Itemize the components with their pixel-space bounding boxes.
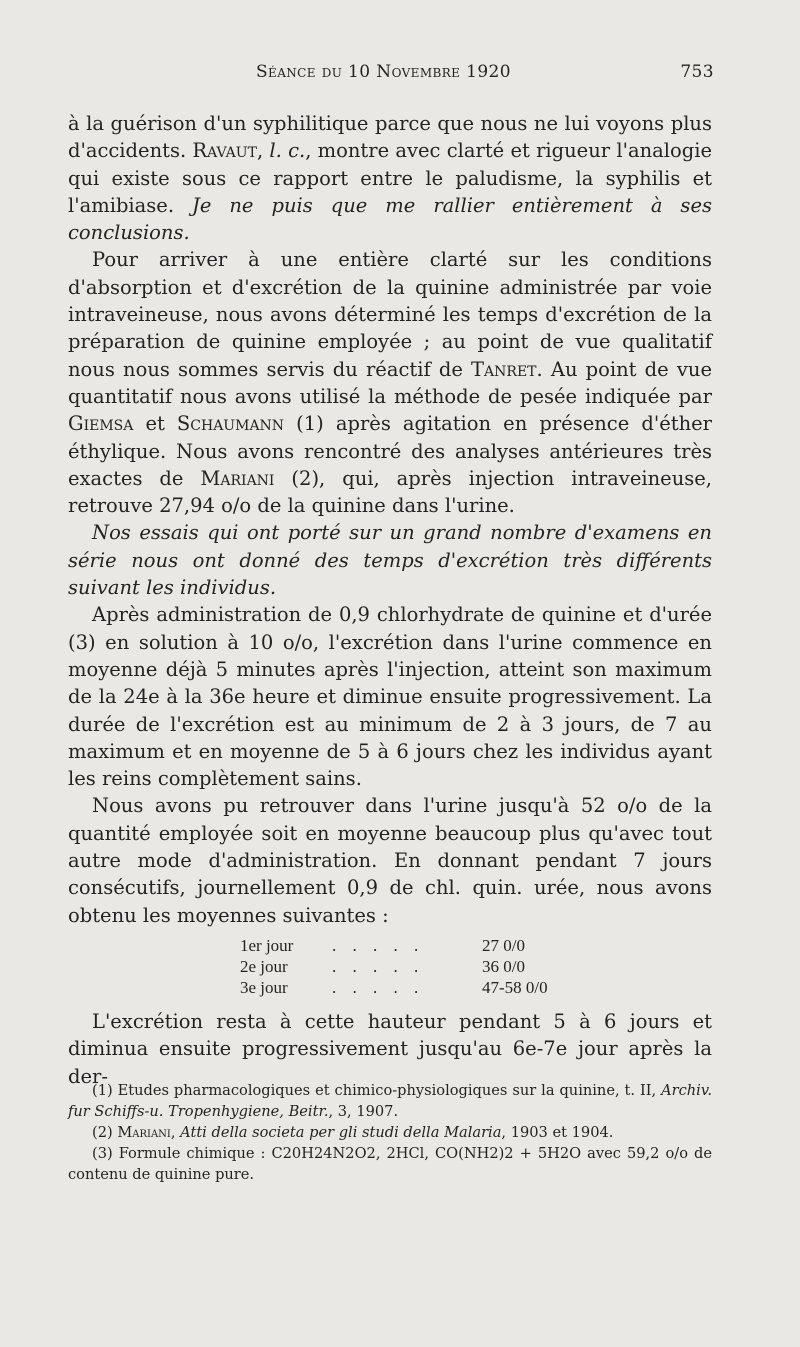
text-run: , 3, 1907.: [328, 1103, 399, 1120]
footnote: [68, 1122, 712, 1143]
text-run: (2): [92, 1124, 118, 1141]
table-row: [240, 956, 570, 977]
text-run: Nous avons pu retrouver dans l'urine jusqu'à 52 o/o de la quantité employée soit en moyenne beaucoup plus qu'avec tout autre mode d'administration. En donnant pendant 7 jours consécutifs, journellement 0,9 de chl. quin. urée, nous avons obtenu les moyennes suivantes :: [68, 794, 712, 927]
text-run: , 1903 et 1904.: [501, 1124, 614, 1141]
paragraph: [68, 601, 712, 792]
text-run: . Au point de vue quantitatif nous avons utilisé la méthode de pesée indiquée par: [68, 357, 712, 408]
table-leader: . . . . .: [332, 956, 425, 976]
author-name: Giemsa: [68, 412, 134, 436]
text-run: ,: [256, 139, 270, 163]
table-row: [240, 935, 570, 956]
author-name: Mariani: [200, 466, 275, 490]
table-leader: . . . . .: [332, 977, 425, 997]
text-run: Après administration de 0,9 chlorhydrate de quinine et d'urée (3) en solution à 10 o/o, l'excrétion dans l'urine commence en moyenne déjà 5 minutes après l'injection, atteint son maximum de la 24e à la 36e heure et diminue ensuite progressivement. La durée de l'excrétion est au minimum de 2 à 3 jours, de 7 au maximum et en moyenne de 5 à 6 jours chez les individus ayant les reins complètement sains.: [68, 603, 712, 791]
text-run: et: [133, 412, 177, 436]
italic-text: Nos essais qui ont porté sur un grand nombre d'examens en série nous ont donné des temps d'excrétion très différents suivant les individus.: [68, 521, 712, 600]
author-name: Ravaut: [192, 139, 257, 163]
paragraph: [68, 519, 712, 601]
text-run: à la guérison d'un syphilitique parce que nous ne lui voyons plus d'accidents.: [68, 112, 712, 163]
table-value: 27 0/0: [482, 935, 525, 955]
header-title: Séance du 10 Novembre 1920: [256, 62, 511, 82]
paragraph: [68, 246, 712, 519]
table-row: [240, 977, 570, 998]
text-run: (3) Formule chimique : C20H24N2O2, 2HCl, CO(NH2)2 + 5H2O avec 59,2 o/o de contenu de quinine pure.: [68, 1145, 712, 1183]
italic-text: Atti della societa per gli studi della Malaria: [180, 1124, 502, 1141]
footnote: [68, 1080, 712, 1122]
text-run: ,: [170, 1124, 181, 1141]
text-run: L'excrétion resta à cette hauteur pendant 5 à 6 jours et diminua ensuite progressivement jusqu'au 6e-7e jour après la der-: [68, 1009, 712, 1088]
running-header: [68, 62, 714, 88]
text-run: (1) après agitation en présence d'éther éthylique. Nous avons rencontré des analyses antérieures très exactes de: [68, 412, 712, 490]
paragraph: [68, 1008, 712, 1090]
table-day-label: 3e jour: [240, 977, 288, 997]
italic-text: l. c.: [269, 139, 306, 163]
table-leader: . . . . .: [332, 935, 425, 955]
text-run: (1) Etudes pharmacologiques et chimico-physiologiques sur la quinine, t. II,: [92, 1082, 662, 1099]
body-text: [68, 110, 712, 1090]
author-name: Mariani: [117, 1124, 171, 1141]
excretion-table: [240, 935, 570, 998]
table-value: 47-58 0/0: [482, 977, 548, 997]
paragraph: [68, 110, 712, 246]
footnotes: [68, 1080, 712, 1185]
table-day-label: 2e jour: [240, 956, 288, 976]
text-run: (2), qui, après injection intraveineuse, retrouve 27,94 o/o de la quinine dans l'urine.: [68, 466, 713, 518]
italic-text: Je ne puis que me rallier entièrement à ses conclusions.: [68, 193, 712, 245]
table-value: 36 0/0: [482, 956, 525, 976]
table-day-label: 1er jour: [240, 935, 294, 955]
author-name: Schaumann: [176, 412, 285, 436]
author-name: Tanret: [471, 357, 537, 381]
footnote: [68, 1143, 712, 1185]
text-run: Pour arriver à une entière clarté sur les conditions d'absorption et d'excrétion de la quinine administrée par voie intraveineuse, nous avons déterminé les temps d'excrétion de la préparation de quinine employée ; au point de vue qualitatif nous nous sommes servis du réactif de: [68, 248, 712, 381]
text-run: , montre avec clarté et rigueur l'analogie qui existe sous ce rapport entre le paludisme, la syphilis et l'amibiase.: [68, 139, 712, 217]
italic-text: Archiv. fur Schiffs-u. Tropenhygiene, Beitr.: [68, 1082, 712, 1120]
page-number: 753: [680, 62, 714, 82]
paragraph: [68, 792, 712, 928]
